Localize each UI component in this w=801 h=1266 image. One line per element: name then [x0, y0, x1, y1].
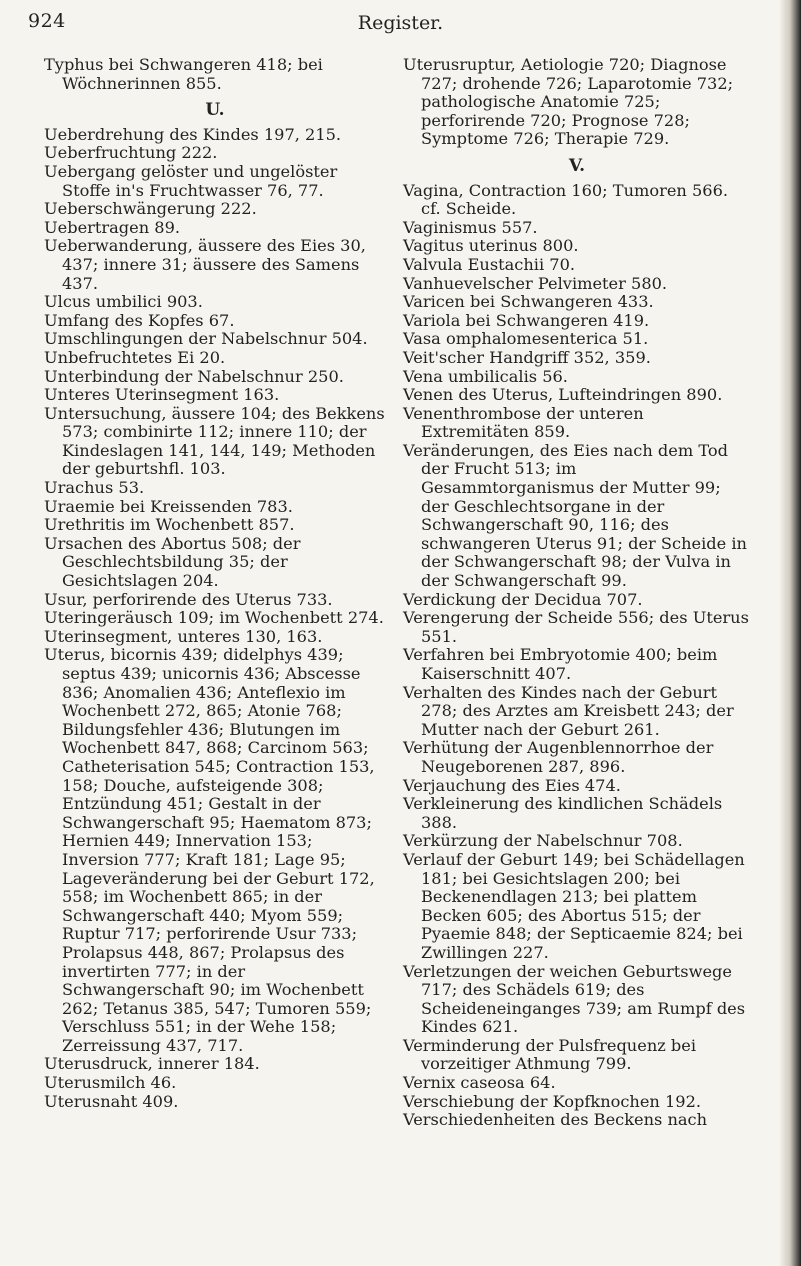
index-entry: Vena umbilicalis 56. [403, 366, 568, 386]
section-letter: V. [568, 155, 586, 176]
index-entry: Varicen bei Schwangeren 433. [403, 292, 654, 312]
index-entry: Uraemie bei Kreissenden 783. [44, 496, 293, 516]
index-entry: Venen des Uterus, Lufteindringen 890. [403, 385, 723, 405]
index-entry: Verdickung der Decidua 707. [403, 589, 643, 609]
index-entry: Urethritis im Wochenbett 857. [44, 515, 295, 535]
index-entry: Uteringeräusch 109; im Wochenbett 274. [44, 608, 384, 628]
index-entry: Verfahren bei Embryotomie 400; beim Kaiserschnitt 407. [403, 645, 718, 683]
index-entry: Vernix caseosa 64. [403, 1073, 556, 1093]
index-entry: Ueberfruchtung 222. [44, 143, 218, 163]
index-entry: Uterusruptur, Aetiologie 720; Diagnose 727; drohende 726; Laparotomie 732; pathologische Anatomie 725; perforirende 720; Prognose 728; Symptome 726; Therapie 729. [403, 55, 734, 149]
left-column [44, 56, 386, 1111]
index-entry: Urachus 53. [44, 478, 145, 498]
index-entry: Veit'scher Handgriff 352, 359. [403, 347, 651, 367]
index-entry: Ueberschwängerung 222. [44, 199, 257, 219]
index-entry: Verhütung der Augenblennorrhoe der Neugeborenen 287, 896. [403, 738, 714, 776]
index-entry: Verkleinerung des kindlichen Schädels 388. [403, 794, 723, 832]
index-entry: Vanhuevelscher Pelvimeter 580. [403, 273, 668, 293]
index-entry: Verlauf der Geburt 149; bei Schädellagen 181; bei Gesichtslagen 200; bei Beckenendlagen 213; bei plattem Becken 605; des Abortus 515; der Pyaemie 848; der Septicaemie 824; bei Zwillingen 227. [403, 849, 745, 962]
index-entry: Unterbindung der Nabelschnur 250. [44, 366, 344, 386]
running-title: Register. [357, 12, 444, 34]
index-entry: Verletzungen der weichen Geburtswege 717; des Schädels 619; des Scheideneinganges 739; am Rumpf des Kindes 621. [403, 961, 746, 1037]
index-entry: Unteres Uterinsegment 163. [44, 385, 280, 405]
index-entry: Verschiedenheiten des Beckens nach [403, 1110, 708, 1130]
index-entry: Vagina, Contraction 160; Tumoren 566. cf. Scheide. [403, 180, 729, 219]
index-entry: Umschlingungen der Nabelschnur 504. [44, 329, 368, 349]
right-column [403, 56, 751, 1130]
index-entry: Unbefruchtetes Ei 20. [44, 347, 226, 367]
index-entry: Veränderungen, des Eies nach dem Tod der Frucht 513; im Gesammtorganismus der Mutter 99; der Geschlechtsorgane in der Schwangerschaft 90, 116; des schwangeren Uterus 91; der Scheide in der Schwangerschaft 98; der Vulva in der Schwangerschaft 99. [403, 440, 747, 591]
index-entry: Verhalten des Kindes nach der Geburt 278; des Arztes am Kreisbett 243; der Mutter nach der Geburt 261. [403, 682, 734, 739]
index-entry: Usur, perforirende des Uterus 733. [44, 589, 333, 609]
index-entry: Verengerung der Scheide 556; des Uterus 551. [403, 608, 749, 646]
index-entry: Vagitus uterinus 800. [403, 236, 579, 256]
index-entry: Untersuchung, äussere 104; des Bekkens 573; combinirte 112; innere 110; der Kindeslagen 141, 144, 149; Methoden der geburtshfl. 103. [44, 403, 385, 479]
page-number: 924 [28, 10, 66, 32]
index-entry: Uterusdruck, innerer 184. [44, 1054, 260, 1074]
index-entry: Ulcus umbilici 903. [44, 292, 203, 312]
index-entry: Uterusnaht 409. [44, 1091, 179, 1111]
index-entry: Ursachen des Abortus 508; der Geschlechtsbildung 35; der Gesichtslagen 204. [44, 533, 301, 591]
index-entry: Vasa omphalomesenterica 51. [403, 329, 649, 349]
index-entry: Uterus, bicornis 439; didelphys 439; septus 439; unicornis 436; Abscesse 836; Anomalien 436; Anteflexio im Wochenbett 272, 865; Atonie 768; Bildungsfehler 436; Blutungen im Wochenbett 847, 868; Carcinom 563; Catheterisation 545; Contraction 153, 158; Douche, aufsteigende 308; Entzündung 451; Gestalt in der Schwangerschaft 95; Haematom 873; Hernien 449; Innervation 153; Inversion 777; Kraft 181; Lage 95; Lageveränderung bei der Geburt 172, 558; im Wochenbett 865; in der Schwangerschaft 440; Myom 559; Ruptur 717; perforirende Usur 733; Prolapsus 448, 867; Prolapsus des invertirten 777; in der Schwangerschaft 90; im Wochenbett 262; Tetanus 385, 547; Tumoren 559; Verschluss 551; in der Wehe 158; Zerreissung 437, 717. [44, 645, 375, 1055]
index-entry: Valvula Eustachii 70. [403, 254, 576, 274]
index-entry: Umfang des Kopfes 67. [44, 310, 235, 330]
index-entry: Uebertragen 89. [44, 217, 181, 237]
index-entry: Ueberwanderung, äussere des Eies 30, 437; innere 31; äussere des Samens 437. [44, 236, 366, 293]
index-entry: Verschiebung der Kopfknochen 192. [403, 1091, 702, 1111]
index-entry: Venenthrombose der unteren Extremitäten 859. [403, 403, 644, 442]
section-letter: U. [205, 100, 225, 121]
index-entry: Ueberdrehung des Kindes 197, 215. [44, 124, 342, 144]
index-entry: Uterusmilch 46. [44, 1073, 177, 1093]
index-entry: Typhus bei Schwangeren 418; bei Wöchnerinnen 855. [44, 55, 323, 93]
index-entry: Uebergang gelöster und ungelöster Stoffe in's Fruchtwasser 76, 77. [44, 161, 338, 200]
index-entry: Verjauchung des Eies 474. [403, 775, 621, 795]
index-entry: Verkürzung der Nabelschnur 708. [403, 831, 683, 851]
index-entry: Uterinsegment, unteres 130, 163. [44, 626, 323, 646]
index-entry: Vaginismus 557. [403, 217, 538, 237]
index-entry: Verminderung der Pulsfrequenz bei vorzeitiger Athmung 799. [403, 1035, 697, 1074]
page-edge-shadow [779, 0, 801, 1266]
index-entry: Variola bei Schwangeren 419. [403, 310, 650, 330]
